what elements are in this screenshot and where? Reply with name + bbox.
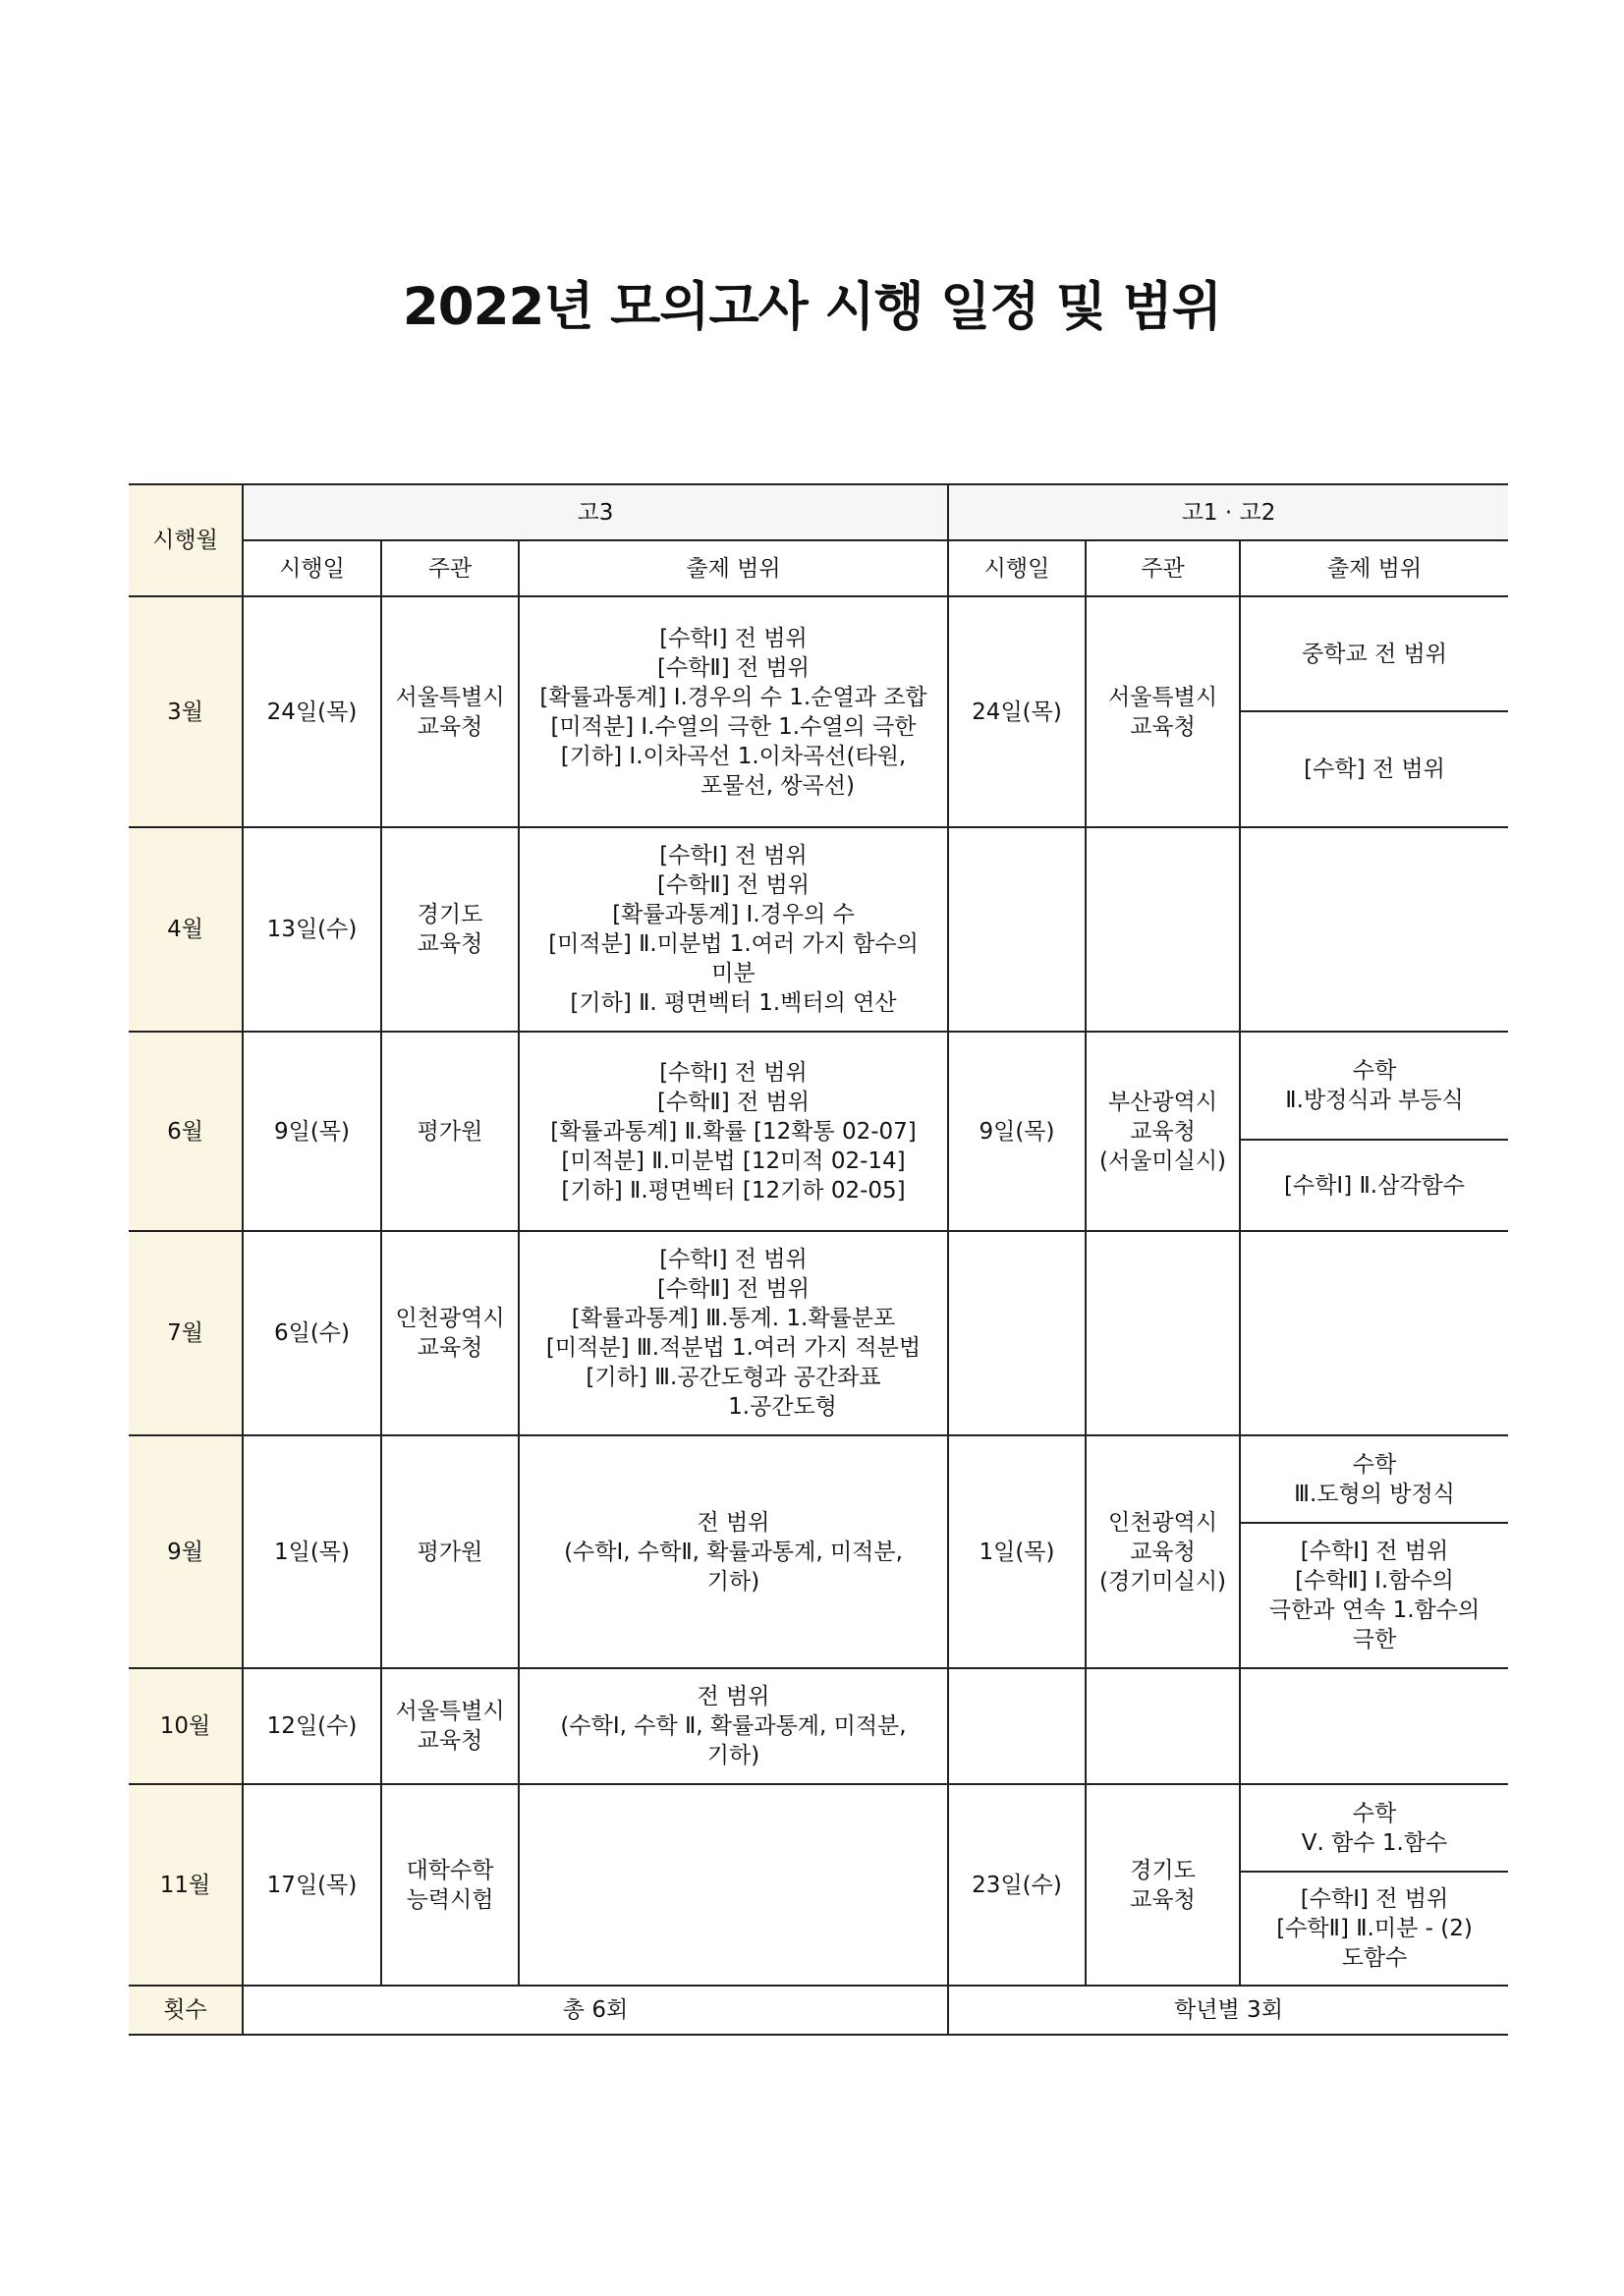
month-cell: 7월 (129, 1231, 243, 1435)
g12-range-top-line: 중학교 전 범위 (1302, 641, 1447, 667)
g3-range-line: (수학Ⅰ, 수학Ⅱ, 확률과통계, 미적분, (564, 1539, 903, 1565)
g12-range-top (1241, 1033, 1508, 1141)
g12-range-top-line: Ⅴ. 함수 1.함수 (1301, 1829, 1448, 1856)
g3-range-line: 전 범위 (697, 1684, 770, 1709)
g12-range-split (1241, 1033, 1508, 1230)
header-g12-date: 시행일 (948, 540, 1086, 596)
g3-range-line: [수학Ⅱ] 전 범위 (657, 1276, 810, 1302)
g3-date-cell: 24일(목) (243, 596, 381, 827)
table-row (129, 1435, 1508, 1668)
footer-g3-total: 총 6회 (243, 1986, 948, 2035)
g3-range-cell (519, 596, 948, 827)
page-title: 2022년 모의고사 시행 일정 및 범위 (402, 277, 1222, 337)
g3-range-line: [기하] Ⅲ.공간도형과 공간좌표 (586, 1365, 881, 1390)
g12-host-line: 교육청 (1130, 1118, 1196, 1145)
g3-date-cell: 13일(수) (243, 827, 381, 1032)
g3-host-line: 서울특별시 (395, 684, 505, 710)
g12-range-split (1241, 1785, 1508, 1985)
g12-range-cell (1240, 827, 1508, 1032)
g3-date-cell: 17일(목) (243, 1784, 381, 1986)
g3-range-line: 미분 (711, 961, 756, 986)
g3-host-cell (381, 827, 519, 1032)
header-g3-range: 출제 범위 (519, 540, 948, 596)
g12-range-bottom-line: 도함수 (1341, 1945, 1408, 1971)
g12-range-cell (1240, 1032, 1508, 1231)
g12-range-bottom-line: [수학] 전 범위 (1304, 756, 1445, 782)
g3-range-line: 기하) (706, 1568, 760, 1595)
g12-range-split (1241, 1436, 1508, 1667)
g3-host-line: 평가원 (417, 1118, 483, 1145)
header-g12-range: 출제 범위 (1240, 540, 1508, 596)
g3-range-line: (수학Ⅰ, 수학 Ⅱ, 확률과통계, 미적분, (560, 1713, 907, 1739)
g3-host-cell (381, 1231, 519, 1435)
g3-range-cell (519, 1784, 948, 1986)
g12-date-cell (948, 827, 1086, 1032)
g12-host-line: (경기미실시) (1098, 1568, 1227, 1595)
g3-range-cell (519, 1231, 948, 1435)
g12-host-cell (1086, 1032, 1240, 1231)
g12-date-cell: 9일(목) (948, 1032, 1086, 1231)
g3-host-line: 교육청 (417, 713, 483, 740)
table-row (129, 1231, 1508, 1435)
g3-host-cell (381, 596, 519, 827)
footer-g12-total: 학년별 3회 (948, 1986, 1508, 2035)
g12-host-line: 교육청 (1130, 1539, 1196, 1565)
g3-range-cell (519, 1435, 948, 1668)
g3-range-line: [미적분] Ⅲ.적분법 1.여러 가지 적분법 (545, 1335, 922, 1361)
g12-date-cell: 23일(수) (948, 1784, 1086, 1986)
g3-range-line: [미적분] Ⅱ.미분법 [12미적 02-14] (561, 1148, 906, 1174)
g3-date-cell: 6일(수) (243, 1231, 381, 1435)
g12-date-cell (948, 1668, 1086, 1784)
g12-range-bottom-line: 극한 (1352, 1627, 1397, 1652)
g3-range-line: [수학Ⅱ] 전 범위 (657, 872, 810, 898)
g12-range-bottom-line: [수학Ⅰ] 전 범위 (1300, 1886, 1449, 1912)
g3-date-cell: 9일(목) (243, 1032, 381, 1231)
g12-range-cell (1240, 596, 1508, 827)
g12-host-cell (1086, 1435, 1240, 1668)
g3-host-cell (381, 1032, 519, 1231)
g12-host-line: 교육청 (1130, 1886, 1196, 1913)
g3-range-line: [기하] Ⅱ.평면벡터 [12기하 02-05] (561, 1177, 906, 1204)
g3-range-line: [확률과통계] Ⅱ.확률 [12확통 02-07] (550, 1118, 917, 1145)
footer-row (129, 1986, 1508, 2035)
table-row (129, 596, 1508, 827)
g3-host-line: 교육청 (417, 1335, 483, 1361)
g3-range-line: 1.공간도형 (728, 1394, 837, 1420)
month-cell: 10월 (129, 1668, 243, 1784)
g12-range-cell (1240, 1668, 1508, 1784)
g3-host-line: 능력시험 (406, 1886, 494, 1913)
month-cell: 11월 (129, 1784, 243, 1986)
g12-range-bottom-line: [수학Ⅰ] 전 범위 (1300, 1539, 1449, 1564)
g3-host-cell (381, 1435, 519, 1668)
g3-date-cell: 1일(목) (243, 1435, 381, 1668)
g3-range-line: [확률과통계] Ⅰ.경우의 수 1.순열과 조합 (539, 684, 927, 710)
footer-label: 횟수 (129, 1986, 243, 2035)
table-row (129, 1784, 1508, 1986)
g3-range-line: [기하] Ⅰ.이차곡선 1.이차곡선(타원, (560, 743, 907, 769)
g12-date-cell: 1일(목) (948, 1435, 1086, 1668)
g3-range-line: [수학Ⅰ] 전 범위 (659, 1247, 808, 1272)
g3-range-cell (519, 827, 948, 1032)
header-grade3: 고3 (243, 484, 948, 540)
g3-range-line: [수학Ⅰ] 전 범위 (659, 1059, 808, 1086)
header-g3-date: 시행일 (243, 540, 381, 596)
g3-range-line: [기하] Ⅱ. 평면벡터 1.벡터의 연산 (570, 990, 897, 1016)
table-row (129, 1668, 1508, 1784)
g12-range-cell (1240, 1784, 1508, 1986)
g3-host-line: 경기도 (417, 902, 483, 927)
g12-range-bottom-line: [수학Ⅱ] Ⅱ.미분 - (2) (1276, 1916, 1473, 1941)
g3-range-line: [수학Ⅱ] 전 범위 (657, 654, 810, 681)
month-cell: 3월 (129, 596, 243, 827)
g12-host-line: 부산광역시 (1107, 1089, 1218, 1115)
g12-host-line: 인천광역시 (1107, 1509, 1218, 1536)
g12-host-cell (1086, 1231, 1240, 1435)
g3-host-line: 교육청 (417, 931, 483, 957)
header-month: 시행월 (129, 484, 243, 596)
g12-range-bottom-line: [수학Ⅱ] Ⅰ.함수의 (1295, 1568, 1454, 1594)
g12-host-line: 경기도 (1130, 1857, 1196, 1883)
g12-range-split (1241, 597, 1508, 826)
g12-host-cell (1086, 1668, 1240, 1784)
header-g12-host: 주관 (1086, 540, 1240, 596)
month-cell: 9월 (129, 1435, 243, 1668)
month-cell: 4월 (129, 827, 243, 1032)
g3-range-line: 전 범위 (697, 1509, 770, 1536)
table-row (129, 827, 1508, 1032)
g12-range-bottom-line: 극한과 연속 1.함수의 (1268, 1597, 1481, 1623)
g12-range-top-line: 수학 (1352, 1800, 1397, 1826)
g12-host-line: 교육청 (1130, 713, 1196, 740)
g12-range-bottom-line: [수학Ⅰ] Ⅱ.삼각함수 (1284, 1172, 1465, 1199)
g12-range-top (1241, 597, 1508, 712)
g12-range-top-line: Ⅲ.도형의 방정식 (1294, 1481, 1455, 1507)
header-g3-host: 주관 (381, 540, 519, 596)
g3-range-line: [확률과통계] Ⅰ.경우의 수 (612, 902, 855, 927)
g12-host-cell (1086, 827, 1240, 1032)
g3-host-cell (381, 1784, 519, 1986)
g3-range-cell (519, 1032, 948, 1231)
header-grade12: 고1 · 고2 (948, 484, 1508, 540)
g12-host-cell (1086, 1784, 1240, 1986)
g3-range-line: [수학Ⅱ] 전 범위 (657, 1089, 810, 1115)
g3-range-line: [미적분] Ⅰ.수열의 극한 1.수열의 극한 (550, 713, 917, 740)
g3-host-line: 인천광역시 (395, 1306, 505, 1331)
g12-range-top-line: Ⅱ.방정식과 부등식 (1285, 1088, 1464, 1113)
g12-range-cell (1240, 1231, 1508, 1435)
g12-range-top (1241, 1436, 1508, 1524)
g12-range-bottom (1241, 1141, 1508, 1230)
g3-range-line: 포물선, 쌍곡선) (700, 772, 855, 799)
g12-range-bottom (1241, 1524, 1508, 1667)
g12-host-cell (1086, 596, 1240, 827)
g12-range-cell (1240, 1435, 1508, 1668)
g12-range-top-line: 수학 (1352, 1451, 1397, 1478)
schedule-table (129, 483, 1508, 2036)
g3-range-line: [확률과통계] Ⅲ.통계. 1.확률분포 (571, 1306, 896, 1331)
g3-host-line: 서울특별시 (395, 1699, 505, 1724)
g12-range-bottom (1241, 1873, 1508, 1985)
g3-host-line: 평가원 (417, 1539, 483, 1565)
g3-host-cell (381, 1668, 519, 1784)
g12-range-top (1241, 1785, 1508, 1873)
g3-range-line: [수학Ⅰ] 전 범위 (659, 843, 808, 868)
g3-range-line: [수학Ⅰ] 전 범위 (659, 625, 808, 651)
g12-range-bottom (1241, 712, 1508, 826)
g12-date-cell: 24일(목) (948, 596, 1086, 827)
g12-range-top-line: 수학 (1352, 1058, 1397, 1084)
g3-host-line: 교육청 (417, 1728, 483, 1754)
g12-date-cell (948, 1231, 1086, 1435)
g3-host-line: 대학수학 (406, 1857, 494, 1883)
g12-host-line: (서울미실시) (1098, 1148, 1227, 1174)
g3-range-line: 기하) (706, 1743, 760, 1768)
g3-range-line: [미적분] Ⅱ.미분법 1.여러 가지 함수의 (548, 931, 919, 957)
g3-range-cell (519, 1668, 948, 1784)
month-cell: 6월 (129, 1032, 243, 1231)
table-row (129, 1032, 1508, 1231)
g3-date-cell: 12일(수) (243, 1668, 381, 1784)
g12-host-line: 서울특별시 (1107, 684, 1218, 710)
